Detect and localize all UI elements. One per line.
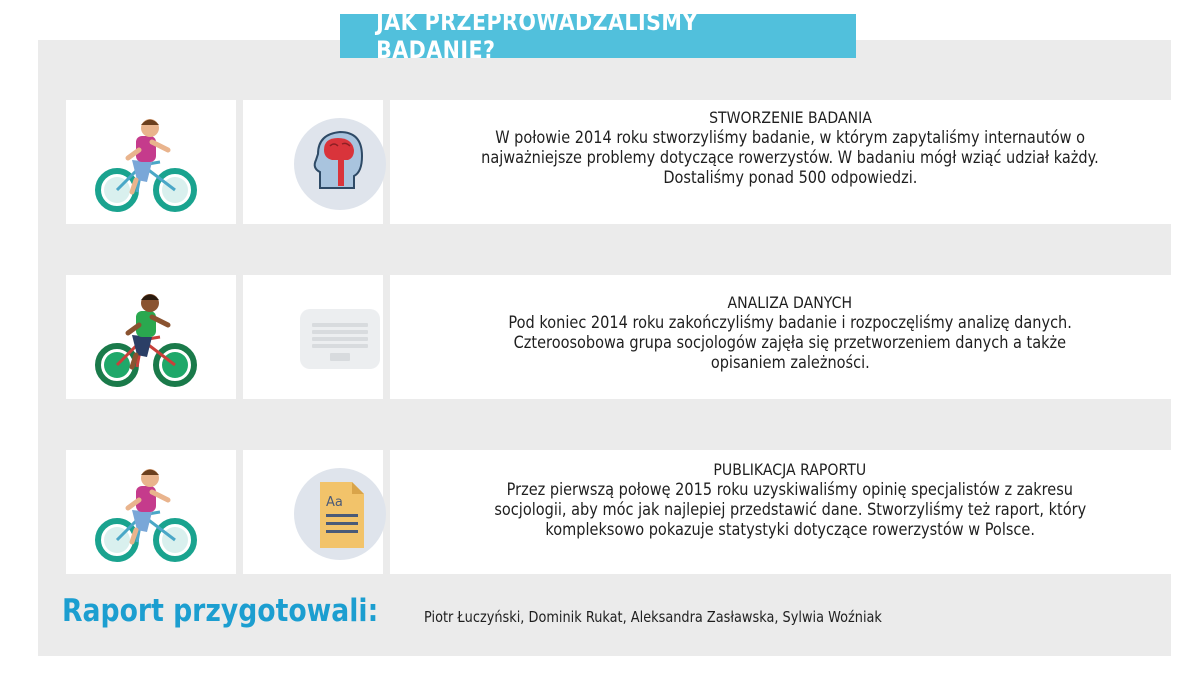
document-label: Aa: [326, 495, 343, 510]
step-line: opisaniem zależności.: [710, 353, 870, 372]
cyclist-icon: [92, 110, 202, 220]
step-title: STWORZENIE BADANIA: [708, 108, 872, 127]
cyclist-icon: [92, 285, 202, 395]
step-title: PUBLIKACJA RAPORTU: [713, 460, 867, 479]
laptop-icon: [290, 289, 390, 389]
footer-authors: Piotr Łuczyński, Dominik Rukat, Aleksandra Zasławska, Sylwia Woźniak: [424, 608, 882, 626]
step-line: socjologii, aby móc jak najlepiej przedstawić dane. Stworzyliśmy też raport, który: [494, 500, 1086, 519]
step-text-3: [420, 460, 1160, 540]
head-brain-icon: [290, 114, 390, 214]
title-banner: [340, 8, 856, 64]
step-text-2: [420, 293, 1160, 373]
cyclist-icon: [92, 460, 202, 570]
step-line: Czteroosobowa grupa socjologów zajęła się przetworzeniem danych a także: [513, 333, 1067, 352]
step-line: Dostaliśmy ponad 500 odpowiedzi.: [662, 168, 918, 187]
page-title: JAK PRZEPROWADZALIŚMY BADANIE?: [376, 8, 698, 64]
step-line: Przez pierwszą połowę 2015 roku uzyskiwaliśmy opinię specjalistów z zakresu: [506, 480, 1074, 499]
document-icon: [290, 464, 390, 564]
step-text-1: [420, 108, 1160, 188]
step-title: ANALIZA DANYCH: [727, 293, 853, 312]
footer-label: Raport przygotowali:: [62, 593, 379, 629]
step-line: Pod koniec 2014 roku zakończyliśmy badanie i rozpoczęliśmy analizę danych.: [508, 313, 1072, 332]
step-line: najważniejsze problemy dotyczące rowerzystów. W badaniu mógł wziąć udział każdy.: [481, 148, 1099, 167]
step-line: kompleksowo pokazuje statystyki dotyczące rowerzystów w Polsce.: [545, 520, 1035, 539]
step-line: W połowie 2014 roku stworzyliśmy badanie, w którym zapytaliśmy internautów o: [495, 128, 1085, 147]
